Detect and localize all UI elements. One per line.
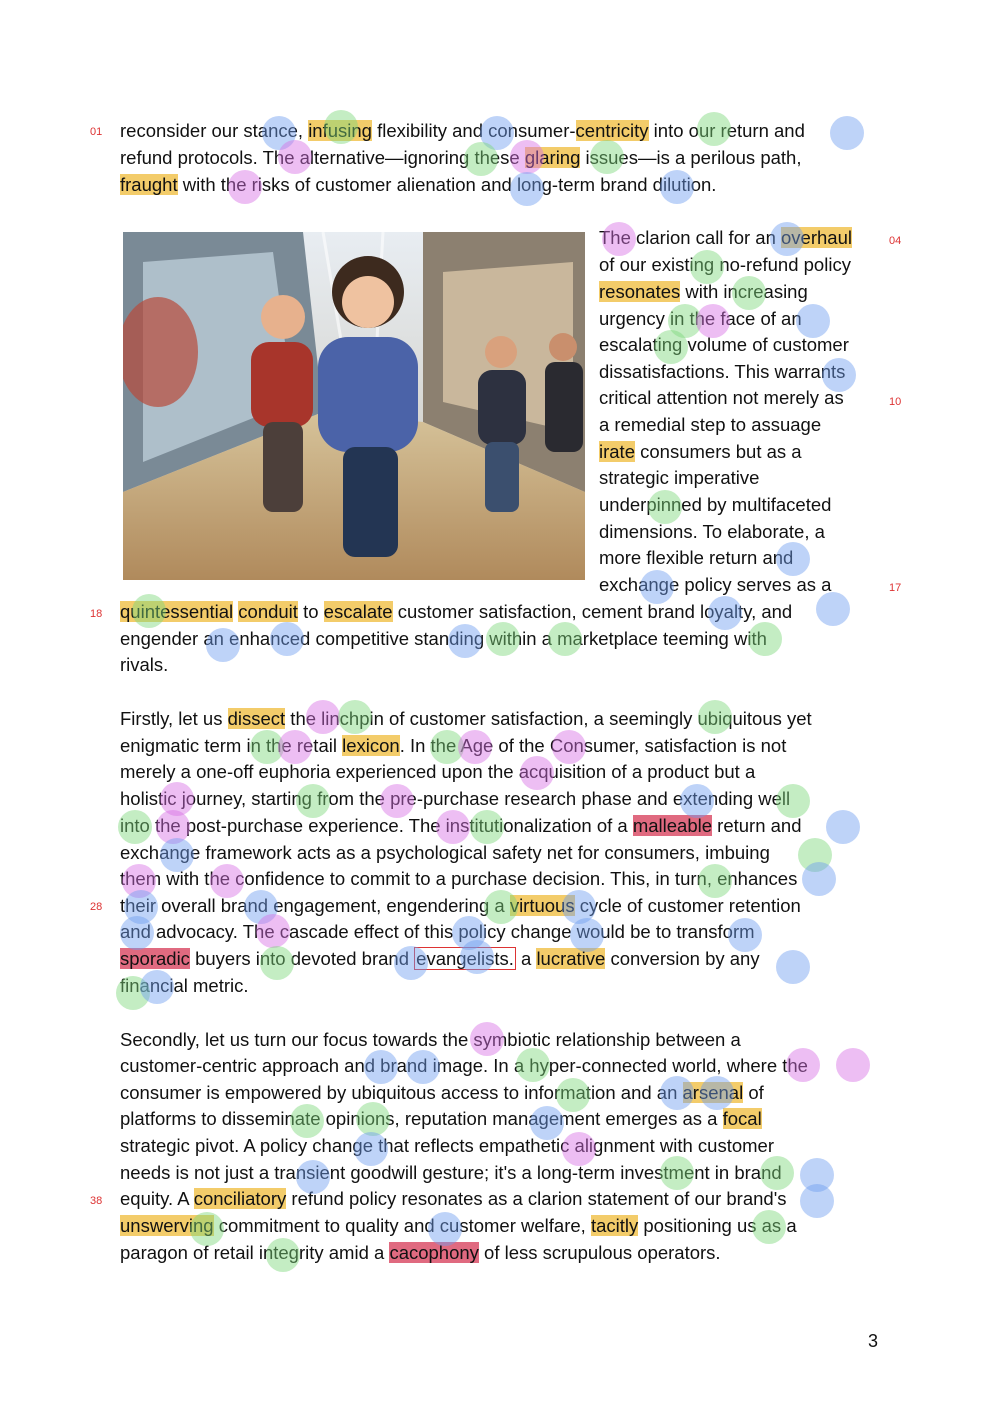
p4-line-2: customer-centric approach and brand image. In a hyper-connected world, where the: [120, 1055, 808, 1076]
vocab-highlight[interactable]: resonates: [599, 281, 681, 302]
annotation-circle: [798, 838, 832, 872]
vocab-highlight[interactable]: arsenal: [682, 1082, 744, 1103]
line-number: 01: [90, 126, 103, 138]
p4-line-1: Secondly, let us turn our focus towards the symbiotic relationship between a: [120, 1029, 741, 1050]
p3-line-3: merely a one-off euphoria experienced upon the acquisition of a product but a: [120, 761, 756, 782]
p2-line-12: dimensions. To elaborate, a: [599, 521, 825, 542]
annotation-circle: [800, 1158, 834, 1192]
annotation-circle: [800, 1184, 834, 1218]
line-number: 18: [90, 608, 103, 620]
annotation-circle: [826, 810, 860, 844]
p3-line-5: into the post-purchase experience. The institutionalization of a malleable return and: [120, 815, 802, 836]
vocab-highlight-red[interactable]: sporadic: [120, 948, 190, 969]
vocab-highlight[interactable]: focal: [722, 1108, 762, 1129]
vocab-highlight[interactable]: escalate: [323, 601, 393, 622]
vocab-highlight[interactable]: lucrative: [536, 948, 606, 969]
p2-line-15: quintessential conduit to escalate customer satisfaction, cement brand loyalty, and: [120, 601, 793, 622]
p2-line-16: engender an enhanced competitive standing within a marketplace teeming with: [120, 628, 767, 649]
line-number: 10: [889, 396, 902, 408]
p4-line-4: platforms to disseminate opinions, reputation management emerges as a focal: [120, 1108, 762, 1129]
p4-line-7: equity. A conciliatory refund policy resonates as a clarion statement of our brand's: [120, 1188, 787, 1209]
p3-line-6: exchange framework acts as a psychological safety net for consumers, imbuing: [120, 842, 770, 863]
annotation-circle: [836, 1048, 870, 1082]
p3-line-10: sporadic buyers into devoted brand evangelists. a lucrative conversion by any: [120, 948, 760, 969]
p3-line-9: and advocacy. The cascade effect of this policy change would be to transform: [120, 921, 755, 942]
p2-line-4: urgency in the face of an: [599, 308, 802, 329]
vocab-highlight[interactable]: irate: [599, 441, 635, 462]
p2-line-5: escalating volume of customer: [599, 334, 849, 355]
p2-line-7: critical attention not merely as: [599, 387, 844, 408]
kids-running-mall-photo: [123, 232, 585, 580]
p2-line-13: more flexible return and: [599, 547, 794, 568]
line-number: 28: [90, 901, 103, 913]
annotation-circle: [776, 950, 810, 984]
p2-line-3: resonates with increasing: [599, 281, 808, 302]
p1-line-1: reconsider our stance, infusing flexibility and consumer-centricity into our return and: [120, 120, 805, 141]
p3-line-7: them with the confidence to commit to a purchase decision. This, in turn, enhances: [120, 868, 798, 889]
annotation-circle: [830, 116, 864, 150]
vocab-highlight[interactable]: centricity: [575, 120, 649, 141]
p2-line-17: rivals.: [120, 654, 169, 675]
vocab-highlight[interactable]: quintessential: [120, 601, 234, 622]
vocab-highlight[interactable]: infusing: [308, 120, 372, 141]
line-number: 04: [889, 235, 902, 247]
vocab-highlight-red[interactable]: cacophony: [389, 1242, 479, 1263]
vocab-highlight[interactable]: conduit: [238, 601, 298, 622]
vocab-highlight[interactable]: glaring: [524, 147, 581, 168]
line-number: 17: [889, 582, 902, 594]
photo-illustration: [123, 232, 585, 580]
p2-line-6: dissatisfactions. This warrants: [599, 361, 846, 382]
p3-line-2: enigmatic term in the retail lexicon. In the Age of the Consumer, satisfaction is not: [120, 735, 787, 756]
annotation-circle: [802, 862, 836, 896]
p1-line-3: fraught with the risks of customer alienation and long-term brand dilution.: [120, 174, 717, 195]
p3-line-11: financial metric.: [120, 975, 249, 996]
vocab-highlight[interactable]: fraught: [120, 174, 178, 195]
p4-line-3: consumer is empowered by ubiquitous access to information and an arsenal of: [120, 1082, 764, 1103]
p2-line-1: The clarion call for an overhaul: [599, 227, 852, 248]
p2-line-14: exchange policy serves as a: [599, 574, 832, 595]
vocab-highlight[interactable]: tacitly: [590, 1215, 639, 1236]
vocab-highlight-red[interactable]: malleable: [632, 815, 713, 836]
vocab-highlight[interactable]: virtuous: [509, 895, 575, 916]
p1-line-2: refund protocols. The alternative—ignoring these glaring issues—is a perilous path,: [120, 147, 802, 168]
vocab-highlight[interactable]: unswerving: [120, 1215, 214, 1236]
p3-line-1: Firstly, let us dissect the linchpin of customer satisfaction, a seemingly ubiquitous yet: [120, 708, 812, 729]
page-number: 3: [868, 1331, 879, 1351]
p2-line-11: underpinned by multifaceted: [599, 494, 832, 515]
p2-line-9: irate consumers but as a: [599, 441, 802, 462]
p2-line-2: of our existing no-refund policy: [599, 254, 851, 275]
p4-line-9: paragon of retail integrity amid a cacophony of less scrupulous operators.: [120, 1242, 721, 1263]
vocab-highlight[interactable]: overhaul: [781, 227, 852, 248]
p2-line-8: a remedial step to assuage: [599, 414, 822, 435]
p3-line-8: their overall brand engagement, engendering a virtuous cycle of customer retention: [120, 895, 801, 916]
p4-line-5: strategic pivot. A policy change that reflects empathetic alignment with customer: [120, 1135, 774, 1156]
p4-line-6: needs is not just a transient goodwill gesture; it's a long-term investment in brand: [120, 1162, 782, 1183]
p4-line-8: unswerving commitment to quality and customer welfare, tacitly positioning us as a: [120, 1215, 797, 1236]
p2-line-10: strategic imperative: [599, 467, 760, 488]
vocab-highlight[interactable]: conciliatory: [193, 1188, 287, 1209]
line-number: 38: [90, 1195, 103, 1207]
selected-word-box[interactable]: evangelists.: [416, 948, 514, 969]
vocab-highlight[interactable]: lexicon: [342, 735, 400, 756]
p3-line-4: holistic journey, starting from the pre-purchase research phase and extending well: [120, 788, 791, 809]
vocab-highlight[interactable]: dissect: [227, 708, 286, 729]
